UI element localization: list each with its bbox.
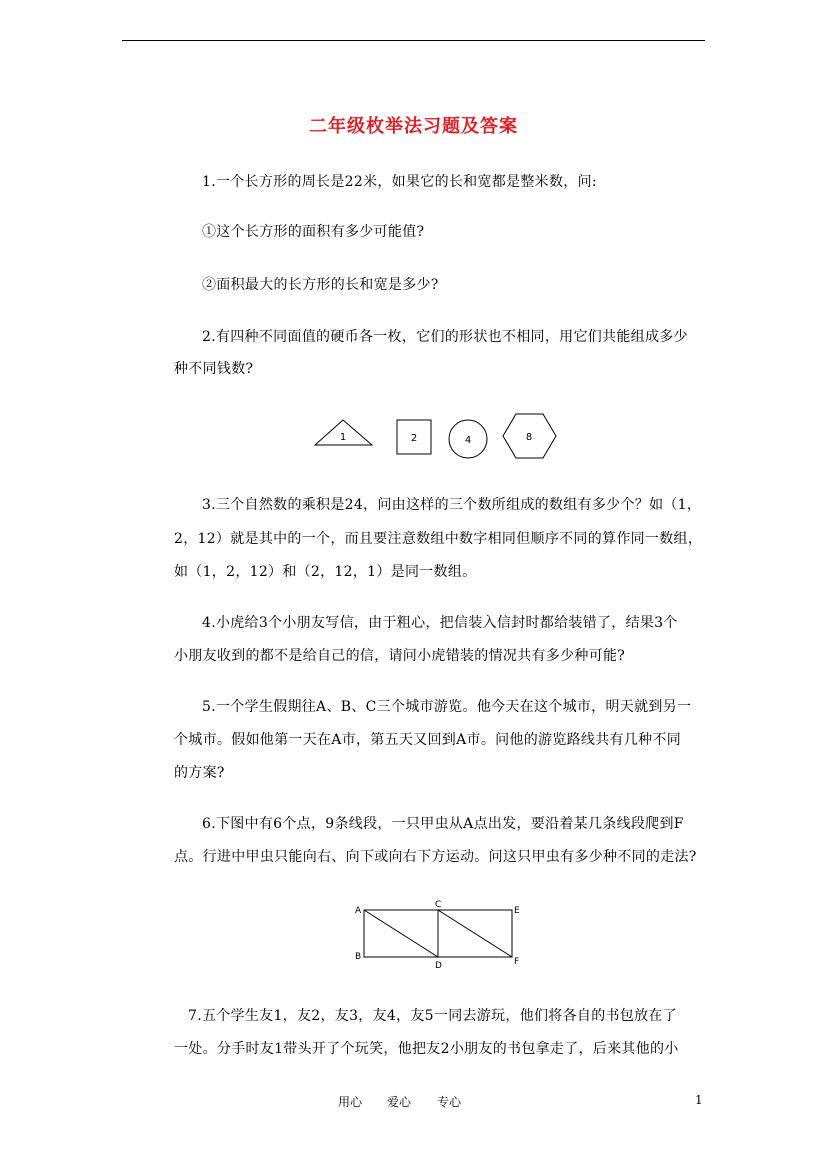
- page-number: 1: [695, 1093, 703, 1107]
- point-label-c: C: [435, 900, 442, 910]
- q3-line1: 3.三个自然数的乘积是24，问由这样的三个数所组成的数组有多少个？如（1，: [202, 497, 702, 513]
- page-title: 二年级枚举法习题及答案: [309, 116, 518, 137]
- q1-stem: 1.一个长方形的周长是22米，如果它的长和宽都是整米数，问:: [202, 174, 597, 190]
- coin-label-2: 2: [410, 433, 418, 444]
- q6-line1: 6.下图中有6个点，9条线段，一只甲虫从A点出发，要沿着某几条线段爬到F: [202, 816, 684, 832]
- q3-line2: 2，12）就是其中的一个，而且要注意数组中数字相同但顺序不同的算作同一数组，: [174, 531, 703, 547]
- point-label-e: E: [514, 906, 520, 916]
- q2-line2: 种不同钱数?: [174, 361, 254, 377]
- q6-line2: 点。行进中甲虫只能向右、向下或向右下方运动。问这只甲虫有多少种不同的走法?: [174, 849, 697, 865]
- point-label-a: A: [355, 906, 362, 916]
- footer-motto-3: 专心: [437, 1095, 462, 1109]
- q5-line3: 的方案?: [174, 765, 225, 781]
- point-label-d: D: [435, 961, 442, 971]
- q2-line1: 2.有四种不同面值的硬币各一枚，它们的形状也不相同，用它们共能组成多少: [202, 329, 688, 345]
- footer-motto-2: 爱心: [387, 1095, 412, 1109]
- q5-line2: 个城市。假如他第一天在A市，第五天又回到A市。问他的游览路线共有几种不同: [174, 732, 682, 748]
- coin-label-4: 4: [464, 435, 472, 446]
- coin-shapes-figure: [310, 408, 570, 468]
- q1-sub1: ①这个长方形的面积有多少可能值?: [202, 224, 425, 240]
- footer-motto-1: 用心: [338, 1095, 363, 1109]
- point-label-f: F: [514, 957, 520, 967]
- segment-ad: [364, 910, 438, 957]
- header-rule: [122, 40, 705, 41]
- coin-label-8: 8: [525, 432, 533, 443]
- q4-line1: 4.小虎给3个小朋友写信，由于粗心，把信装入信封时都给装错了，结果3个: [202, 615, 678, 631]
- q1-sub2: ②面积最大的长方形的长和宽是多少?: [202, 277, 439, 293]
- q4-line2: 小朋友收到的都不是给自己的信，请问小虎错装的情况共有多少种可能?: [174, 648, 626, 664]
- path-grid-figure: [350, 896, 530, 972]
- q3-line3: 如（1，2，12）和（2，12，1）是同一数组。: [174, 564, 477, 580]
- q5-line1: 5.一个学生假期往A、B、C三个城市游览。他今天在这个城市，明天就到另一: [202, 699, 692, 715]
- coin-label-1: 1: [339, 432, 347, 443]
- q7-line2: 一处。分手时友1带头开了个玩笑，他把友2小朋友的书包拿走了，后来其他的小: [174, 1041, 679, 1057]
- segment-cf: [438, 910, 512, 957]
- point-label-b: B: [355, 952, 362, 962]
- q7-line1: 7.五个学生友1，友2，友3，友4，友5一同去游玩，他们将各自的书包放在了: [188, 1008, 677, 1024]
